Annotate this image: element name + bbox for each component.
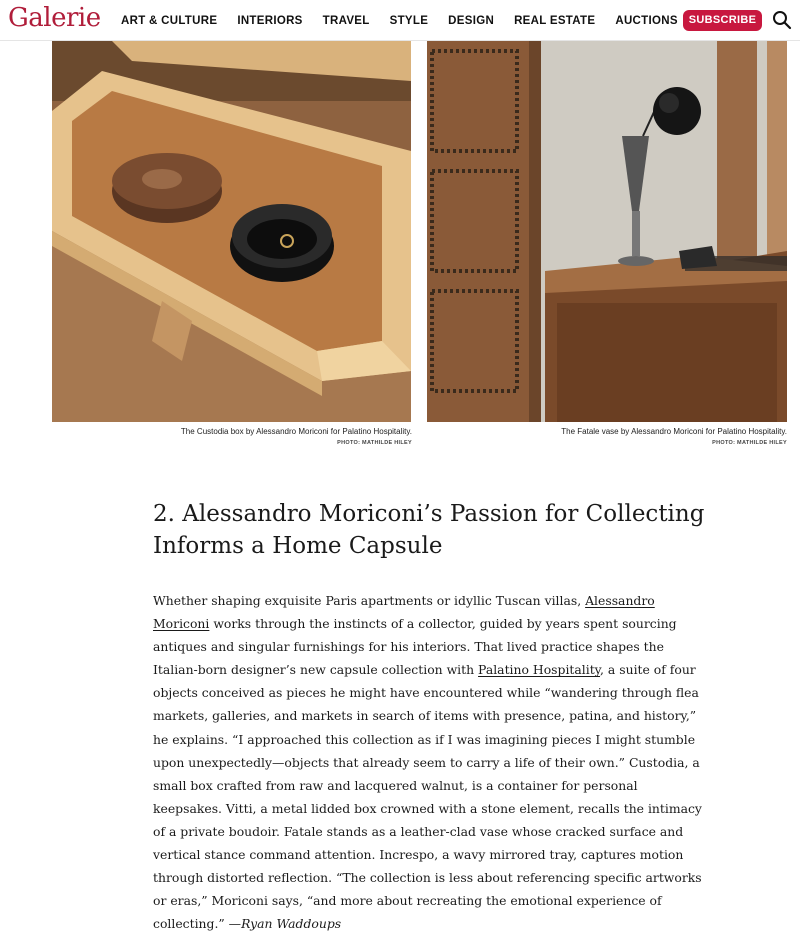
- nav-auctions[interactable]: AUCTIONS: [615, 14, 678, 27]
- image-caption: The Fatale vase by Alessandro Moriconi for Palatino Hospitality.: [561, 427, 787, 436]
- subscribe-button[interactable]: SUBSCRIBE: [683, 10, 762, 31]
- main-nav: [121, 0, 698, 41]
- article-title: 2. Alessandro Moriconi’s Passion for Collecting Informs a Home Capsule: [153, 501, 705, 559]
- article-body: [153, 589, 709, 935]
- photo-credit: PHOTO: MATHILDE HILEY: [337, 440, 412, 446]
- fatale-vase-photo: [427, 41, 787, 422]
- body-text: works through the instincts of a collector, guided by years spent sourcing antiques and singular furnishings for his interiors. That lived practice shapes the Italian-born designer’s new capsule collection with: [153, 616, 677, 678]
- site-logo[interactable]: Galerie: [8, 3, 101, 33]
- link-alessandro-moriconi[interactable]: Alessandro Moriconi: [153, 593, 655, 632]
- nav-art-culture[interactable]: ART & CULTURE: [121, 14, 218, 27]
- link-palatino-hospitality[interactable]: Palatino Hospitality: [478, 662, 601, 678]
- search-icon[interactable]: [772, 10, 792, 30]
- custodia-box-photo: [52, 41, 411, 422]
- site-header: [0, 0, 800, 41]
- nav-style[interactable]: STYLE: [389, 14, 429, 27]
- body-text: , a suite of four objects conceived as pieces he might have encountered while “wandering through flea markets, galleries, and markets in search of items with presence, patina, and history,” he explains. “I approached this collection as if I was imagining pieces I might stumble upon unexpectedly—objects that already seem to carry a life of their own.” Custodia, a small box crafted from raw and lacquered walnut, is a container for personal keepsakes. Vitti, a metal lidded box crowned with a stone element, recalls the intimacy of a private boudoir. Fatale stands as a leather-clad vase whose cracked surface and vertical stance command attention. Increspo, a wavy mirrored tray, captures motion through distorted reflection. “The collection is less about referencing specific artworks or eras,” Moriconi says, “and more about recreating the emotional experience of collecting.” —: [153, 662, 702, 932]
- nav-interiors[interactable]: INTERIORS: [237, 14, 303, 27]
- byline: Ryan Waddoups: [241, 916, 342, 932]
- image-caption: The Custodia box by Alessandro Moriconi for Palatino Hospitality.: [180, 427, 412, 436]
- photo-credit: PHOTO: MATHILDE HILEY: [712, 440, 787, 446]
- nav-real-estate[interactable]: REAL ESTATE: [514, 14, 596, 27]
- nav-design[interactable]: DESIGN: [448, 14, 495, 27]
- nav-travel[interactable]: TRAVEL: [322, 14, 370, 27]
- body-text: Whether shaping exquisite Paris apartments or idyllic Tuscan villas,: [153, 593, 586, 608]
